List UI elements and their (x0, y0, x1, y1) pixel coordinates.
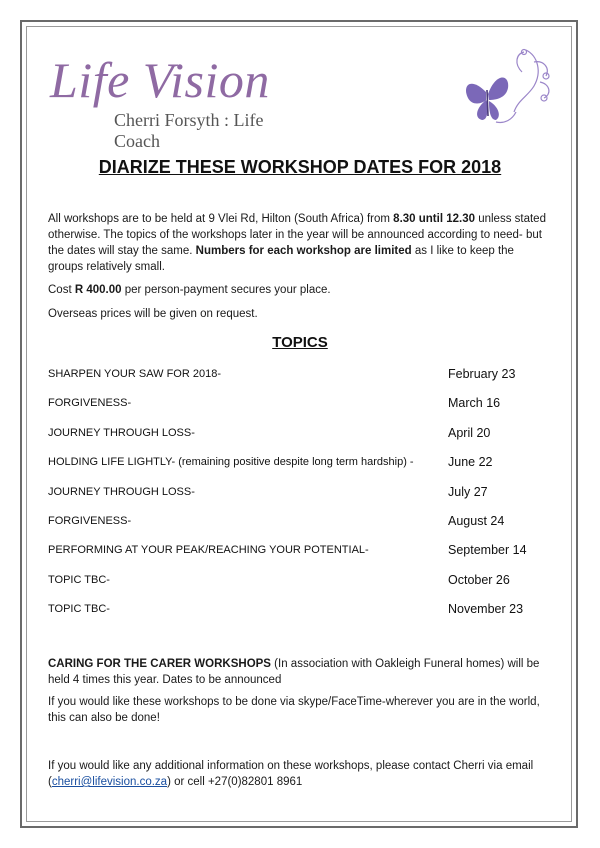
workshop-topic: FORGIVENESS- (48, 515, 132, 527)
logo-subtitle: Cherri Forsyth : Life Coach (114, 110, 264, 151)
contact-phone-text: ) or cell +27(0)82801 8961 (167, 776, 303, 788)
cost-text: per person-payment secures your place. (121, 284, 331, 296)
life-vision-logo (50, 50, 310, 151)
workshop-topic: TOPIC TBC- (48, 574, 110, 586)
end-time: 12.30 (446, 213, 476, 225)
carer-paragraph (48, 656, 548, 688)
workshop-topic: PERFORMING AT YOUR PEAK/REACHING YOUR POTENTIAL- (48, 544, 369, 556)
cost-label: Cost (48, 284, 75, 296)
cost-paragraph (48, 282, 548, 298)
workshop-row (48, 456, 568, 474)
until-text: until (415, 213, 447, 225)
workshop-topic: FORGIVENESS- (48, 397, 132, 409)
workshop-date: June 22 (448, 455, 493, 469)
contact-paragraph (48, 758, 548, 790)
workshop-date: February 23 (448, 367, 516, 381)
workshop-topic: JOURNEY THROUGH LOSS- (48, 427, 195, 439)
page-headline: DIARIZE THESE WORKSHOP DATES FOR 2018 (98, 157, 502, 177)
start-time: 8.30 (393, 213, 416, 225)
overseas-paragraph: Overseas prices will be given on request. (48, 308, 258, 320)
workshop-row (48, 603, 568, 621)
email-link[interactable]: cherri@lifevision.co.za (51, 776, 168, 788)
workshop-date: July 27 (448, 485, 488, 499)
logo-title: Life Vision (50, 52, 270, 108)
workshop-topic: SHARPEN YOUR SAW FOR 2018- (48, 368, 221, 380)
workshop-row (48, 368, 568, 386)
workshop-row (48, 515, 568, 533)
topics-heading: TOPICS (272, 334, 328, 351)
intro-text-a: All workshops are to be held at 9 Vlei Rd, Hilton (South Africa) from (48, 213, 394, 225)
intro-paragraph (48, 211, 548, 275)
workshop-row (48, 427, 568, 445)
butterfly-icon (456, 42, 556, 132)
workshop-topic: TOPIC TBC- (48, 603, 110, 615)
workshop-date: March 16 (448, 396, 501, 410)
workshop-topic: HOLDING LIFE LIGHTLY- (remaining positive despite long term hardship) - (48, 456, 414, 468)
carer-workshops-title: CARING FOR THE CARER WORKSHOPS (48, 658, 271, 670)
contact-text: If you would like any additional information on these workshops, please contact Cherri via email ( (48, 760, 534, 788)
workshop-date: November 23 (448, 602, 524, 616)
workshop-date: September 14 (448, 543, 527, 557)
skype-paragraph: If you would like these workshops to be done via skype/FaceTime-wherever you are in the world, this can also be done! (48, 696, 540, 724)
workshop-row (48, 486, 568, 504)
workshop-row (48, 574, 568, 592)
workshop-date: August 24 (448, 514, 505, 528)
workshop-row (48, 544, 568, 562)
workshop-topic: JOURNEY THROUGH LOSS- (48, 486, 195, 498)
workshop-row (48, 397, 568, 415)
intro-text-c: as I like to keep the groups relatively small. (48, 245, 514, 273)
workshop-date: October 26 (448, 573, 510, 587)
numbers-limited-text: Numbers for each workshop are limited (195, 245, 412, 257)
carer-text: (In association with Oakleigh Funeral homes) will be held 4 times this year. Dates to be announced (48, 658, 540, 686)
intro-text-b: unless stated otherwise. The topics of the workshops later in the year will be announced according to need- but the dates will stay the same. (48, 213, 546, 257)
cost-price: R 400.00 (74, 284, 122, 296)
workshop-date: April 20 (448, 426, 491, 440)
